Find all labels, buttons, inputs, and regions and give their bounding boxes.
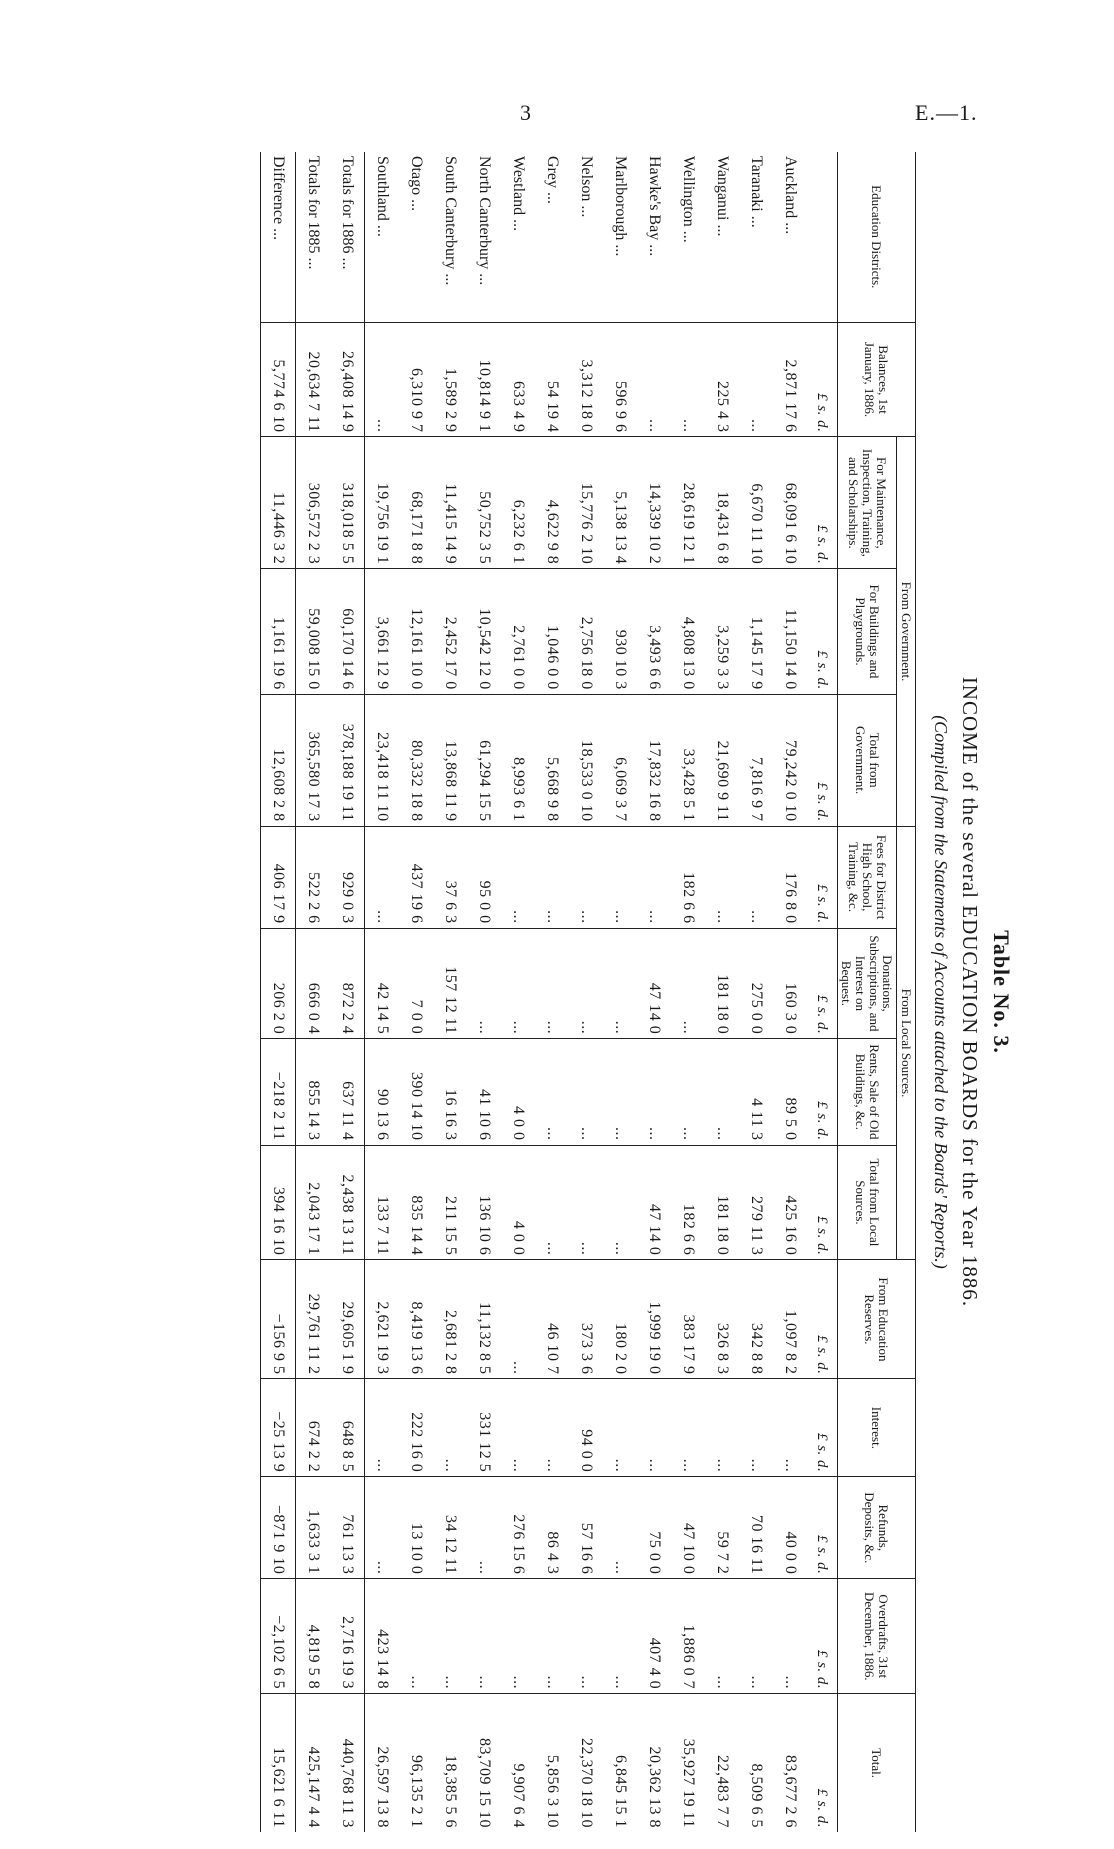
buildings-cell: 2,761 0 0	[501, 569, 535, 694]
interest-cell: ...	[535, 1379, 569, 1477]
buildings-cell: 3,493 6 6	[637, 569, 671, 694]
district-cell: Grey ...	[535, 152, 569, 322]
balances-cell: 3,312 18 0	[569, 322, 603, 437]
overdrafts-cell: ...	[569, 1579, 603, 1694]
rents-cell: −218 2 11	[260, 1039, 295, 1145]
rents-cell: 16 16 3	[433, 1039, 467, 1145]
donations-cell: 42 14 5	[364, 928, 399, 1039]
total-cell: 22,370 18 10	[577, 1738, 595, 1828]
rents-cell: 90 13 6	[364, 1039, 399, 1145]
district-cell: Taranaki ...	[739, 152, 773, 322]
refunds-cell: 276 15 6	[501, 1477, 535, 1579]
buildings-cell: 1,046 0 0	[535, 569, 569, 694]
header-reserves: From Education Reserves.	[837, 1260, 915, 1379]
overdrafts-cell: 4,819 5 8	[295, 1579, 330, 1694]
header-donations: Donations, Subscriptions, and Interest on Bequest.	[837, 928, 897, 1039]
buildings-cell: 10,542 12 0	[467, 569, 501, 694]
refunds-cell: ...	[603, 1477, 637, 1579]
balances-cell: ...	[739, 322, 773, 437]
units-cell: £ s. d.	[807, 1477, 838, 1579]
table-row	[773, 152, 807, 1832]
total-cell: 440,768 11 3	[330, 1694, 365, 1832]
fees-cell: ...	[569, 826, 603, 928]
interest-cell: −25 13 9	[260, 1379, 295, 1477]
buildings-cell: 3,259 3 3	[705, 569, 739, 694]
total-local-cell: 133 7 11	[364, 1145, 399, 1260]
maintenance-cell: 6,670 11 10	[739, 437, 773, 569]
fees-cell: 437 19 6	[399, 826, 433, 928]
interest-cell: ...	[364, 1379, 399, 1477]
fees-cell: ...	[739, 826, 773, 928]
interest-cell: ...	[773, 1379, 807, 1477]
table-row	[295, 152, 330, 1832]
header-fees: Fees for District High School, Training, &c.	[837, 826, 897, 928]
interest-cell: ...	[637, 1379, 671, 1477]
balances-cell: 633 4 9	[501, 322, 535, 437]
district-cell: Difference ...	[260, 152, 295, 322]
overdrafts-cell: ...	[739, 1579, 773, 1694]
total-local-cell: ...	[569, 1145, 603, 1260]
district-cell: Wellington ...	[671, 152, 705, 322]
maintenance-cell: 18,431 6 8	[705, 437, 739, 569]
balances-cell: ...	[671, 322, 705, 437]
table-row	[637, 152, 671, 1832]
total-local-cell: 181 18 0	[705, 1145, 739, 1260]
refunds-cell: 34 12 11	[433, 1477, 467, 1579]
table-row	[705, 152, 739, 1832]
rents-cell: 855 14 3	[295, 1039, 330, 1145]
buildings-cell: 2,452 17 0	[433, 569, 467, 694]
overdrafts-cell: 2,716 19 3	[330, 1579, 365, 1694]
overdrafts-cell: ...	[399, 1579, 433, 1694]
donations-cell: 181 18 0	[705, 928, 739, 1039]
maintenance-cell: 4,622 9 8	[535, 437, 569, 569]
reserves-cell: 46 10 7	[535, 1260, 569, 1379]
total-cell: 15,621 6 11	[260, 1694, 295, 1832]
total-cell: 83,709 15 10	[475, 1738, 493, 1828]
total-cell: 26,597 13 8	[373, 1746, 391, 1828]
district-cell: South Canterbury ...	[433, 152, 467, 322]
rents-cell: ...	[705, 1039, 739, 1145]
district-cell: Southland ...	[364, 152, 399, 322]
units-cell: £ s. d.	[807, 1039, 838, 1145]
reserves-cell: 2,681 2 8	[433, 1260, 467, 1379]
reserves-cell: 29,761 11 2	[295, 1260, 330, 1379]
table-number: Table No. 3.	[989, 930, 1014, 1054]
donations-cell: 160 3 0	[773, 928, 807, 1039]
series-reference: E.—1.	[915, 100, 978, 125]
header-maintenance: For Maintenance, Inspection, Training, and Scholarships.	[837, 437, 897, 569]
fees-cell: 176 8 0	[773, 826, 807, 928]
total-cell: 20,362 13 8	[645, 1746, 663, 1828]
district-cell: Nelson ...	[569, 152, 603, 322]
total-government-cell: 17,832 16 8	[637, 694, 671, 826]
header-district: Education Districts.	[837, 152, 915, 322]
maintenance-cell: 14,339 10 2	[637, 437, 671, 569]
balances-cell: 20,634 7 11	[295, 322, 330, 437]
total-local-cell: 279 11 3	[739, 1145, 773, 1260]
maintenance-cell: 6,232 6 1	[501, 437, 535, 569]
overdrafts-cell: 1,886 0 7	[671, 1579, 705, 1694]
interest-cell: ...	[433, 1379, 467, 1477]
units-cell: £ s. d.	[807, 322, 838, 437]
total-local-cell: 182 6 6	[671, 1145, 705, 1260]
buildings-cell: 4,808 13 0	[671, 569, 705, 694]
interest-cell: 94 0 0	[569, 1379, 603, 1477]
fees-cell: ...	[364, 826, 399, 928]
total-government-cell: 12,608 2 8	[260, 694, 295, 826]
header-from-government: From Government.	[897, 437, 916, 826]
balances-cell: 10,814 9 1	[467, 322, 501, 437]
reserves-cell: 383 17 9	[671, 1260, 705, 1379]
reserves-cell: 180 2 0	[603, 1260, 637, 1379]
rents-cell: 390 14 10	[399, 1039, 433, 1145]
donations-cell: 275 0 0	[739, 928, 773, 1039]
units-cell	[807, 152, 838, 322]
overdrafts-cell: 407 4 0	[637, 1579, 671, 1694]
balances-cell: 5,774 6 10	[260, 322, 295, 437]
total-government-cell: 5,668 9 8	[535, 694, 569, 826]
overdrafts-cell: ...	[773, 1579, 807, 1694]
maintenance-cell: 5,138 13 4	[603, 437, 637, 569]
reserves-cell: 2,621 19 3	[364, 1260, 399, 1379]
table-subtitle: (Compiled from the Statements of Accounts attached to the Boards' Reports.)	[931, 715, 951, 1269]
buildings-cell: 930 10 3	[603, 569, 637, 694]
total-government-cell: 80,332 18 8	[399, 694, 433, 826]
buildings-cell: 1,161 19 6	[260, 569, 295, 694]
refunds-cell: 1,633 3 1	[295, 1477, 330, 1579]
total-local-cell: 394 16 10	[260, 1145, 295, 1260]
overdrafts-cell: ...	[705, 1579, 739, 1694]
total-cell: 9,907 6 4	[509, 1763, 527, 1828]
table-title: INCOME of the several EDUCATION BOARDS for the Year 1886.	[958, 676, 982, 1308]
header-refunds: Refunds, Deposits, &c.	[837, 1477, 915, 1579]
reserves-cell: 11,132 8 5	[467, 1260, 501, 1379]
table-row	[260, 152, 295, 1832]
maintenance-cell: 11,415 14 9	[433, 437, 467, 569]
total-local-cell: ...	[535, 1145, 569, 1260]
donations-cell: ...	[671, 928, 705, 1039]
buildings-cell: 3,661 12 9	[364, 569, 399, 694]
overdrafts-cell: ...	[467, 1579, 501, 1694]
total-local-cell: 211 15 5	[433, 1145, 467, 1260]
maintenance-cell: 68,171 8 8	[399, 437, 433, 569]
refunds-cell: 57 16 6	[569, 1477, 603, 1579]
rents-cell: 637 11 4	[330, 1039, 365, 1145]
rents-cell: 89 5 0	[773, 1039, 807, 1145]
total-government-cell: 18,533 0 10	[569, 694, 603, 826]
table-row	[671, 152, 705, 1832]
units-cell: £ s. d.	[807, 826, 838, 928]
buildings-cell: 59,008 15 0	[295, 569, 330, 694]
maintenance-cell: 50,752 3 5	[467, 437, 501, 569]
units-cell: £ s. d.	[807, 437, 838, 569]
header-total-government: Total from Government.	[837, 694, 897, 826]
rents-cell: 41 10 6	[467, 1039, 501, 1145]
maintenance-cell: 28,619 12 1	[671, 437, 705, 569]
total-government-cell: 7,816 9 7	[739, 694, 773, 826]
donations-cell: 157 12 11	[433, 928, 467, 1039]
interest-cell: 648 8 5	[330, 1379, 365, 1477]
units-cell: £ s. d.	[807, 1260, 838, 1379]
reserves-cell: −156 9 5	[260, 1260, 295, 1379]
table-row	[330, 152, 365, 1832]
header-total: Total.	[837, 1694, 915, 1832]
reserves-cell: 373 3 6	[569, 1260, 603, 1379]
refunds-cell: 86 4 3	[535, 1477, 569, 1579]
units-cell: £ s. d.	[807, 1379, 838, 1477]
table-row	[603, 152, 637, 1832]
total-cell: 8,509 6 5	[747, 1763, 765, 1828]
reserves-cell: 326 8 3	[705, 1260, 739, 1379]
donations-cell: ...	[467, 928, 501, 1039]
donations-cell: 206 2 0	[260, 928, 295, 1039]
overdrafts-cell: ...	[501, 1579, 535, 1694]
total-government-cell: 6,069 3 7	[603, 694, 637, 826]
header-total-local: Total from Local Sources.	[837, 1145, 897, 1260]
table-body	[260, 152, 837, 1832]
refunds-cell: 761 13 3	[330, 1477, 365, 1579]
maintenance-cell: 15,776 2 10	[569, 437, 603, 569]
refunds-cell: 40 0 0	[773, 1477, 807, 1579]
units-row	[807, 152, 838, 1832]
units-cell: £ s. d.	[807, 1145, 838, 1260]
overdrafts-cell: ...	[603, 1579, 637, 1694]
total-local-cell: 136 10 6	[467, 1145, 501, 1260]
refunds-cell: ...	[364, 1477, 399, 1579]
buildings-cell: 11,150 14 0	[773, 569, 807, 694]
total-government-cell: 23,418 11 10	[364, 694, 399, 826]
total-cell: 96,135 2 1	[407, 1755, 425, 1828]
refunds-cell: −871 9 10	[260, 1477, 295, 1579]
header-from-local: From Local Sources.	[897, 826, 916, 1260]
donations-cell: 666 0 4	[295, 928, 330, 1039]
rents-cell: ...	[603, 1039, 637, 1145]
district-cell: Totals for 1885 ...	[295, 152, 330, 322]
page-number: 3	[520, 100, 531, 125]
rents-cell: ...	[569, 1039, 603, 1145]
total-local-cell: 4 0 0	[501, 1145, 535, 1260]
table-row	[739, 152, 773, 1832]
units-cell: £ s. d.	[807, 569, 838, 694]
balances-cell: 54 19 4	[535, 322, 569, 437]
total-local-cell: 47 14 0	[637, 1145, 671, 1260]
fees-cell: ...	[501, 826, 535, 928]
total-cell: 18,385 5 6	[441, 1755, 459, 1828]
reserves-cell: 29,605 1 9	[330, 1260, 365, 1379]
reserves-cell: 1,999 19 0	[637, 1260, 671, 1379]
table-row	[399, 152, 433, 1832]
rents-cell: 4 11 3	[739, 1039, 773, 1145]
total-government-cell: 61,294 15 5	[467, 694, 501, 826]
table-row	[433, 152, 467, 1832]
interest-cell: ...	[603, 1379, 637, 1477]
interest-cell: ...	[739, 1379, 773, 1477]
balances-cell: 2,871 17 6	[773, 322, 807, 437]
table-row	[364, 152, 399, 1832]
maintenance-cell: 11,446 3 2	[260, 437, 295, 569]
refunds-cell: 59 7 2	[705, 1477, 739, 1579]
total-local-cell: ...	[603, 1145, 637, 1260]
fees-cell: 406 17 9	[260, 826, 295, 928]
overdrafts-cell: −2,102 6 5	[260, 1579, 295, 1694]
fees-cell: 522 2 6	[295, 826, 330, 928]
header-overdrafts: Overdrafts, 31st December, 1886.	[837, 1579, 915, 1694]
fees-cell: ...	[637, 826, 671, 928]
table-row	[535, 152, 569, 1832]
interest-cell: 331 12 5	[467, 1379, 501, 1477]
district-cell: Marlborough ...	[603, 152, 637, 322]
donations-cell: 872 2 4	[330, 928, 365, 1039]
income-table	[260, 152, 916, 1832]
refunds-cell: 47 10 0	[671, 1477, 705, 1579]
table-row	[569, 152, 603, 1832]
total-government-cell: 8,993 6 1	[501, 694, 535, 826]
district-cell: North Canterbury ...	[467, 152, 501, 322]
interest-cell: 222 16 0	[399, 1379, 433, 1477]
district-cell: Totals for 1886 ...	[330, 152, 365, 322]
overdrafts-cell: 423 14 8	[364, 1579, 399, 1694]
total-cell: 83,677 2 6	[781, 1755, 799, 1828]
district-cell: Westland ...	[501, 152, 535, 322]
buildings-cell: 60,170 14 6	[330, 569, 365, 694]
total-local-cell: 2,043 17 1	[295, 1145, 330, 1260]
total-local-cell: 2,438 13 11	[330, 1145, 365, 1260]
buildings-cell: 2,756 18 0	[569, 569, 603, 694]
interest-cell: ...	[671, 1379, 705, 1477]
maintenance-cell: 318,018 5 5	[330, 437, 365, 569]
rents-cell: 4 0 0	[501, 1039, 535, 1145]
total-cell: 35,927 19 11	[679, 1738, 697, 1828]
header-buildings: For Buildings and Playgrounds.	[837, 569, 897, 694]
total-cell: 22,483 7 7	[713, 1755, 731, 1828]
total-government-cell: 79,242 0 10	[773, 694, 807, 826]
donations-cell: ...	[569, 928, 603, 1039]
donations-cell: ...	[501, 928, 535, 1039]
fees-cell: ...	[705, 826, 739, 928]
refunds-cell: 70 16 11	[739, 1477, 773, 1579]
total-government-cell: 21,690 9 11	[705, 694, 739, 826]
interest-cell: ...	[705, 1379, 739, 1477]
total-local-cell: 835 14 4	[399, 1145, 433, 1260]
donations-cell: 7 0 0	[399, 928, 433, 1039]
fees-cell: 182 6 6	[671, 826, 705, 928]
total-government-cell: 365,580 17 3	[295, 694, 330, 826]
reserves-cell: ...	[501, 1260, 535, 1379]
table-row	[501, 152, 535, 1832]
interest-cell: 674 2 2	[295, 1379, 330, 1477]
header-interest: Interest.	[837, 1379, 915, 1477]
donations-cell: 47 14 0	[637, 928, 671, 1039]
fees-cell: ...	[603, 826, 637, 928]
balances-cell: 596 9 6	[603, 322, 637, 437]
district-cell: Hawke's Bay ...	[637, 152, 671, 322]
buildings-cell: 12,161 10 0	[399, 569, 433, 694]
rotated-table-page	[100, 152, 1020, 1832]
district-cell: Wanganui ...	[705, 152, 739, 322]
units-cell: £ s. d.	[807, 928, 838, 1039]
units-cell: £ s. d.	[807, 1579, 838, 1694]
total-government-cell: 378,188 19 11	[330, 694, 365, 826]
rents-cell: ...	[671, 1039, 705, 1145]
maintenance-cell: 68,091 6 10	[773, 437, 807, 569]
table-row	[467, 152, 501, 1832]
units-cell: £ s. d.	[814, 1788, 831, 1828]
total-government-cell: 33,428 5 1	[671, 694, 705, 826]
maintenance-cell: 306,572 2 3	[295, 437, 330, 569]
total-government-cell: 13,868 11 9	[433, 694, 467, 826]
reserves-cell: 8,419 13 6	[399, 1260, 433, 1379]
overdrafts-cell: ...	[433, 1579, 467, 1694]
rents-cell: ...	[637, 1039, 671, 1145]
rents-cell: ...	[535, 1039, 569, 1145]
total-cell: 5,856 3 10	[543, 1755, 561, 1828]
fees-cell: ...	[535, 826, 569, 928]
balances-cell: 26,408 14 9	[330, 322, 365, 437]
total-cell: 425,147 4 4	[304, 1746, 322, 1828]
balances-cell: 225 4 3	[705, 322, 739, 437]
district-cell: Otago ...	[399, 152, 433, 322]
units-cell: £ s. d.	[807, 694, 838, 826]
fees-cell: 95 0 0	[467, 826, 501, 928]
fees-cell: 929 0 3	[330, 826, 365, 928]
district-cell: Auckland ...	[773, 152, 807, 322]
donations-cell: ...	[535, 928, 569, 1039]
header-balances: Balances, 1st January, 1886.	[837, 322, 915, 437]
balances-cell: ...	[637, 322, 671, 437]
refunds-cell: ...	[467, 1477, 501, 1579]
balances-cell: 1,589 2 9	[433, 322, 467, 437]
reserves-cell: 1,097 8 2	[773, 1260, 807, 1379]
balances-cell: ...	[364, 322, 399, 437]
refunds-cell: 75 0 0	[637, 1477, 671, 1579]
interest-cell: ...	[501, 1379, 535, 1477]
total-cell: 6,845 15 1	[611, 1755, 629, 1828]
balances-cell: 6,310 9 7	[399, 322, 433, 437]
header-rents: Rents, Sale of Old Buildings, &c.	[837, 1039, 897, 1145]
maintenance-cell: 19,756 19 1	[364, 437, 399, 569]
overdrafts-cell: ...	[535, 1579, 569, 1694]
fees-cell: 37 6 3	[433, 826, 467, 928]
total-local-cell: 425 16 0	[773, 1145, 807, 1260]
donations-cell: ...	[603, 928, 637, 1039]
refunds-cell: 13 10 0	[399, 1477, 433, 1579]
buildings-cell: 1,145 17 9	[739, 569, 773, 694]
reserves-cell: 342 8 8	[739, 1260, 773, 1379]
